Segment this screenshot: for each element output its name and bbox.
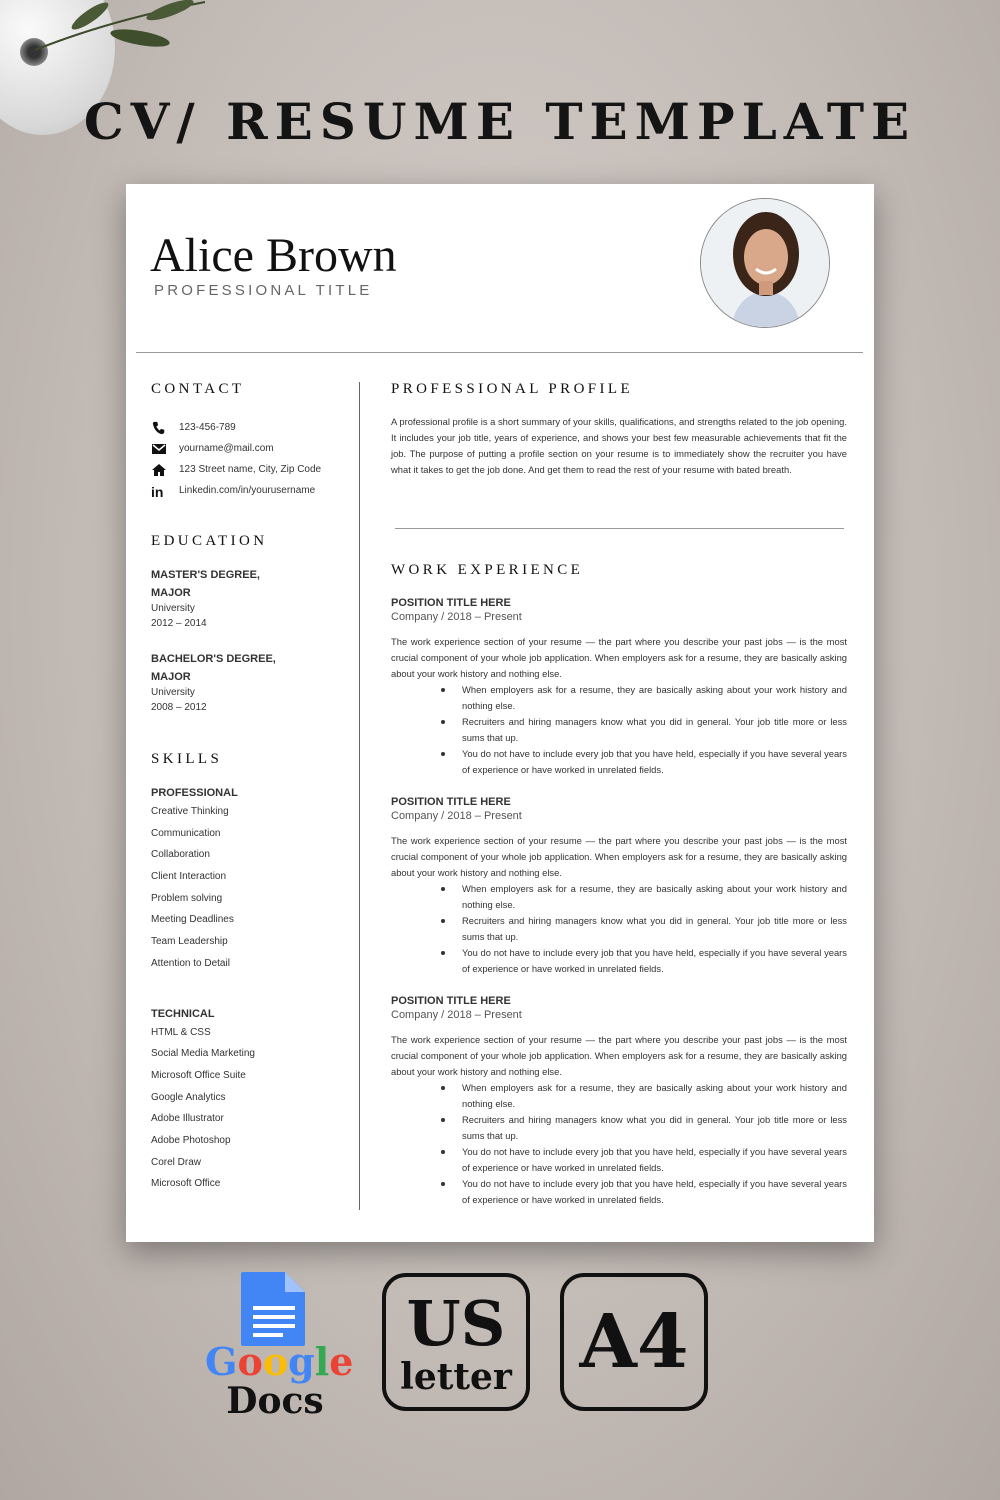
job-description: The work experience section of your resume — the part where you describe your past jobs — is the most crucial component of your whole job application. When employers ask for a resume, they are basically asking about your work history and nothing else. <box>391 835 847 878</box>
contact-address: 123 Street name, City, Zip Code <box>151 459 351 480</box>
technical-skills-heading: TECHNICAL <box>151 1007 215 1020</box>
job-title: POSITION TITLE HERE <box>391 597 511 609</box>
skill-item: Client Interaction <box>151 871 227 883</box>
contact-email: yourname@mail.com <box>151 438 351 459</box>
profile-photo <box>700 198 830 328</box>
leaf-decoration <box>30 0 210 60</box>
professional-title: PROFESSIONAL TITLE <box>154 282 373 299</box>
skill-item: Adobe Illustrator <box>151 1113 224 1125</box>
linkedin-icon <box>151 484 167 498</box>
skill-item: Google Analytics <box>151 1091 226 1103</box>
job-entry <box>391 796 847 977</box>
contact-heading: CONTACT <box>151 381 245 397</box>
job-bullet: Recruiters and hiring managers know what you did in general. Your job title more or less sums that up. <box>462 714 847 746</box>
skill-item: HTML & CSS <box>151 1026 211 1038</box>
us-letter-badge: US letter <box>382 1273 530 1411</box>
job-company: Company / 2018 – Present <box>391 810 522 822</box>
job-bullets <box>391 881 847 977</box>
column-divider <box>359 382 360 1210</box>
job-company: Company / 2018 – Present <box>391 1009 522 1021</box>
a4-badge: A4 <box>560 1273 708 1411</box>
job-bullets <box>391 1080 847 1208</box>
profile-text: A professional profile is a short summary of your skills, qualifications, and strengths related to the job opening. It includes your job title, years of experience, and shows your best few measurable achievements that fit the job. The purpose of putting a profile section on your resume is to immediately show the recruiter you have what it takes to get the job done. And get them to read the rest of your resume with bated breath. <box>391 416 847 475</box>
education-heading: EDUCATION <box>151 533 268 549</box>
skill-item: Creative Thinking <box>151 806 229 817</box>
job-bullet: You do not have to include every job that you have held, especially if you have several years of experience or have worked in unrelated fields. <box>462 1144 847 1176</box>
skill-item: Adobe Photoshop <box>151 1134 231 1146</box>
banner-title: CV/ RESUME TEMPLATE <box>83 92 917 151</box>
home-icon <box>151 463 167 477</box>
job-bullet: When employers ask for a resume, they are basically asking about your work history and nothing else. <box>462 682 847 714</box>
education-item: MASTER'S DEGREE, MAJOR University 2012 – 2014 <box>151 569 260 629</box>
job-bullet: You do not have to include every job that you have held, especially if you have several years of experience or have worked in unrelated fields. <box>462 746 847 778</box>
work-heading: WORK EXPERIENCE <box>391 562 584 578</box>
skill-item: Team Leadership <box>151 936 228 948</box>
job-description: The work experience section of your resume — the part where you describe your past jobs — is the most crucial component of your whole job application. When employers ask for a resume, they are basically asking about your work history and nothing else. <box>391 1034 847 1077</box>
skill-item: Collaboration <box>151 849 210 861</box>
professional-skills-heading: PROFESSIONAL <box>151 787 238 799</box>
skill-item: Social Media Marketing <box>151 1048 255 1060</box>
job-bullet: When employers ask for a resume, they are basically asking about your work history and nothing else. <box>462 1080 847 1112</box>
resume-name: Alice Brown <box>150 229 397 282</box>
job-bullets <box>391 682 847 778</box>
job-bullet: Recruiters and hiring managers know what you did in general. Your job title more or less sums that up. <box>462 1112 847 1144</box>
skill-item: Communication <box>151 827 221 839</box>
profile-divider <box>395 528 844 529</box>
contact-phone: 123-456-789 <box>151 417 351 438</box>
education-item: BACHELOR'S DEGREE, MAJOR University 2008 – 2012 <box>151 653 276 713</box>
skill-item: Meeting Deadlines <box>151 914 234 926</box>
job-entry <box>391 995 847 1208</box>
skill-item: Problem solving <box>151 892 223 904</box>
google-docs-logo <box>205 1270 354 1422</box>
skill-item: Attention to Detail <box>151 957 230 969</box>
docs-icon <box>205 1270 345 1350</box>
google-wordmark: Google <box>205 1339 354 1384</box>
job-description: The work experience section of your resume — the part where you describe your past jobs — is the most crucial component of your whole job application. When employers ask for a resume, they are basically asking about your work history and nothing else. <box>391 636 847 679</box>
skills-heading: SKILLS <box>151 751 223 767</box>
job-title: POSITION TITLE HERE <box>391 995 511 1007</box>
resume-page <box>126 184 874 1242</box>
header-divider <box>136 352 863 353</box>
skill-item: Microsoft Office Suite <box>151 1069 246 1081</box>
job-bullet: Recruiters and hiring managers know what you did in general. Your job title more or less sums that up. <box>462 913 847 945</box>
skill-item: Microsoft Office <box>151 1178 221 1190</box>
contact-linkedin: in Linkedin.com/in/yourusername <box>151 483 316 498</box>
docs-wordmark: Docs <box>226 1380 324 1422</box>
skill-item: Corel Draw <box>151 1156 202 1168</box>
mail-icon <box>151 442 167 456</box>
job-title: POSITION TITLE HERE <box>391 796 511 808</box>
phone-icon <box>151 421 167 435</box>
svg-text:in: in <box>151 483 164 498</box>
job-bullet: You do not have to include every job that you have held, especially if you have several years of experience or have worked in unrelated fields. <box>462 945 847 977</box>
profile-heading: PROFESSIONAL PROFILE <box>391 381 634 397</box>
job-bullet: When employers ask for a resume, they are basically asking about your work history and nothing else. <box>462 881 847 913</box>
job-bullet: You do not have to include every job that you have held, especially if you have several years of experience or have worked in unrelated fields. <box>462 1176 847 1208</box>
job-entry <box>391 597 847 778</box>
job-company: Company / 2018 – Present <box>391 611 522 623</box>
